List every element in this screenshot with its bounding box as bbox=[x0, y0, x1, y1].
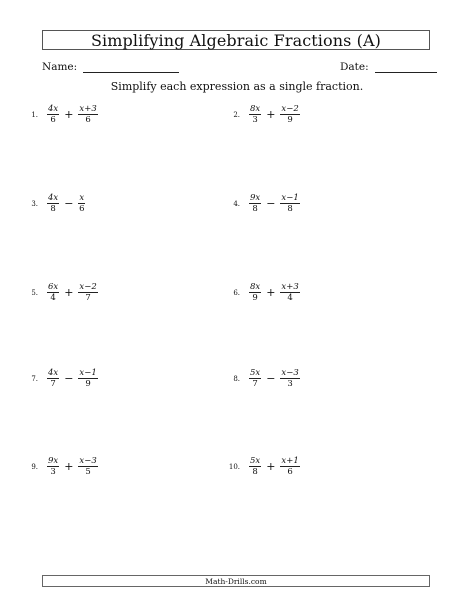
problem-3 bbox=[24, 193, 85, 214]
problem-number: 2. bbox=[233, 110, 240, 119]
problem-2 bbox=[226, 104, 300, 125]
fraction-a-numerator: 6x bbox=[48, 282, 59, 292]
fraction-b-numerator: x−2 bbox=[281, 104, 299, 114]
operator: + bbox=[64, 460, 74, 473]
problem-6 bbox=[226, 282, 300, 303]
name-label: Name: bbox=[42, 61, 78, 73]
fraction-b-numerator: x−1 bbox=[79, 368, 97, 378]
fraction-a-denominator: 8 bbox=[50, 204, 56, 214]
fraction-b-numerator: x−3 bbox=[281, 368, 299, 378]
fraction-a-numerator: 9x bbox=[250, 193, 261, 203]
fraction-a-denominator: 8 bbox=[252, 467, 258, 477]
fraction-a-denominator: 6 bbox=[50, 115, 56, 125]
fraction-a bbox=[47, 193, 59, 214]
operator: − bbox=[266, 372, 276, 385]
fraction-b-denominator: 3 bbox=[287, 379, 293, 389]
problem-number: 7. bbox=[31, 374, 38, 383]
fraction-a bbox=[249, 193, 261, 214]
fraction-a-numerator: 5x bbox=[250, 368, 261, 378]
fraction-b-denominator: 7 bbox=[85, 293, 91, 303]
fraction-b-numerator: x−1 bbox=[281, 193, 299, 203]
fraction-a-numerator: 5x bbox=[250, 456, 261, 466]
fraction-a-denominator: 3 bbox=[252, 115, 258, 125]
fraction-b-denominator: 6 bbox=[85, 115, 91, 125]
problem-7 bbox=[24, 368, 98, 389]
problem-number: 9. bbox=[31, 462, 38, 471]
fraction-a-numerator: 4x bbox=[48, 193, 59, 203]
operator: − bbox=[64, 372, 74, 385]
fraction-a bbox=[47, 456, 59, 477]
fraction-b-denominator: 8 bbox=[287, 204, 293, 214]
fraction-a-numerator: 4x bbox=[48, 368, 59, 378]
date-field bbox=[340, 60, 437, 73]
fraction-a bbox=[47, 368, 59, 389]
operator: + bbox=[64, 108, 74, 121]
fraction-b-denominator: 6 bbox=[287, 467, 293, 477]
fraction-a bbox=[249, 368, 261, 389]
instructions: Simplify each expression as a single fraction. bbox=[110, 80, 364, 93]
date-line bbox=[375, 60, 437, 73]
problem-number: 1. bbox=[31, 110, 38, 119]
fraction-a-numerator: 8x bbox=[250, 282, 261, 292]
fraction-b bbox=[280, 368, 299, 389]
problem-10 bbox=[226, 456, 300, 477]
problem-number: 5. bbox=[31, 288, 38, 297]
name-line bbox=[83, 60, 179, 73]
date-label: Date: bbox=[340, 61, 369, 73]
problem-8 bbox=[226, 368, 300, 389]
fraction-b bbox=[78, 104, 97, 125]
fraction-a-denominator: 8 bbox=[252, 204, 258, 214]
operator: + bbox=[266, 286, 276, 299]
worksheet-title: Simplifying Algebraic Fractions (A) bbox=[42, 30, 430, 50]
fraction-b-denominator: 4 bbox=[287, 293, 293, 303]
operator: − bbox=[266, 197, 276, 210]
fraction-b-numerator: x−2 bbox=[79, 282, 97, 292]
fraction-b-denominator: 6 bbox=[79, 204, 85, 214]
problem-number: 4. bbox=[233, 199, 240, 208]
problem-5 bbox=[24, 282, 98, 303]
fraction-a-numerator: 4x bbox=[48, 104, 59, 114]
footer-credit: Math-Drills.com bbox=[42, 575, 430, 587]
problem-1 bbox=[24, 104, 98, 125]
fraction-b-denominator: 5 bbox=[85, 467, 91, 477]
problem-number: 3. bbox=[31, 199, 38, 208]
fraction-a-denominator: 7 bbox=[50, 379, 56, 389]
problem-number: 10. bbox=[228, 462, 240, 471]
fraction-a-numerator: 9x bbox=[48, 456, 59, 466]
fraction-b-numerator: x−3 bbox=[79, 456, 97, 466]
fraction-b bbox=[78, 368, 97, 389]
fraction-b-numerator: x+3 bbox=[281, 282, 299, 292]
problem-number: 8. bbox=[233, 374, 240, 383]
fraction-b bbox=[280, 282, 299, 303]
fraction-b bbox=[280, 104, 299, 125]
fraction-b-numerator: x+1 bbox=[281, 456, 299, 466]
operator: + bbox=[64, 286, 74, 299]
fraction-a-numerator: 8x bbox=[250, 104, 261, 114]
fraction-a-denominator: 4 bbox=[50, 293, 56, 303]
fraction-b bbox=[280, 193, 299, 214]
fraction-b bbox=[280, 456, 299, 477]
fraction-a bbox=[249, 456, 261, 477]
fraction-b-numerator: x bbox=[79, 193, 85, 203]
fraction-b bbox=[78, 282, 97, 303]
fraction-b-numerator: x+3 bbox=[79, 104, 97, 114]
name-field bbox=[42, 60, 179, 73]
fraction-a-denominator: 7 bbox=[252, 379, 258, 389]
fraction-a bbox=[47, 104, 59, 125]
fraction-b-denominator: 9 bbox=[85, 379, 91, 389]
fraction-b-denominator: 9 bbox=[287, 115, 293, 125]
fraction-a bbox=[47, 282, 59, 303]
fraction-a-denominator: 3 bbox=[50, 467, 56, 477]
operator: − bbox=[64, 197, 74, 210]
problem-number: 6. bbox=[233, 288, 240, 297]
fraction-a bbox=[249, 282, 261, 303]
operator: + bbox=[266, 108, 276, 121]
fraction-a bbox=[249, 104, 261, 125]
problem-9 bbox=[24, 456, 98, 477]
fraction-b bbox=[78, 193, 85, 214]
fraction-a-denominator: 9 bbox=[252, 293, 258, 303]
operator: + bbox=[266, 460, 276, 473]
fraction-b bbox=[78, 456, 97, 477]
problem-4 bbox=[226, 193, 300, 214]
